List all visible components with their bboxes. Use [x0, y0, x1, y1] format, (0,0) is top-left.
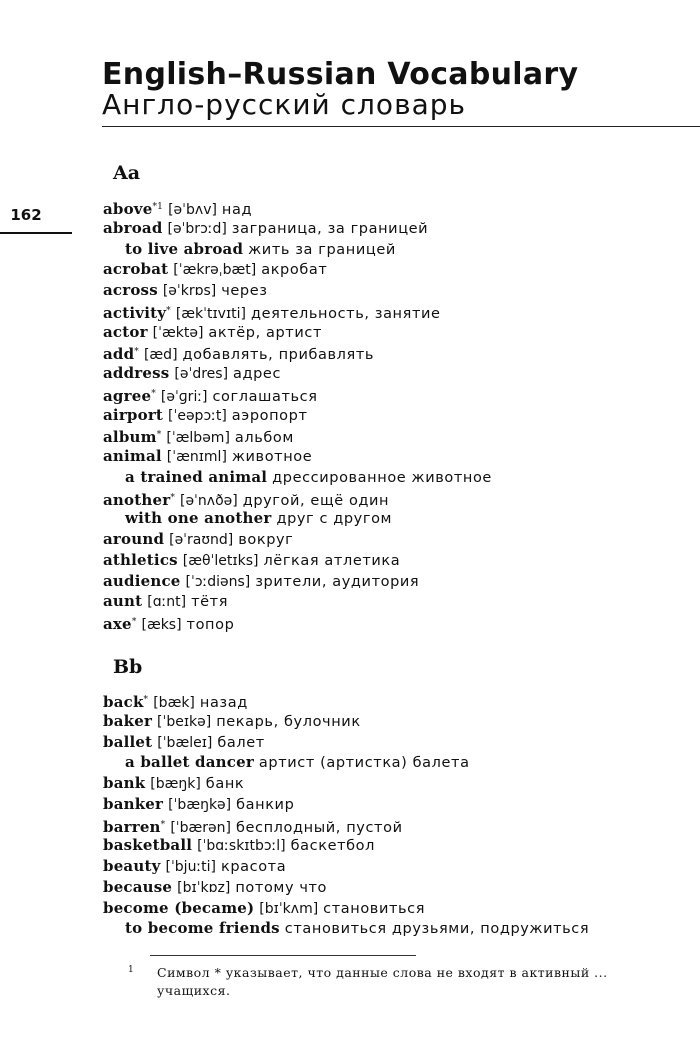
entry-headword: to become friends	[125, 919, 280, 938]
vocabulary-phrase	[103, 918, 693, 939]
entry-headword: to live abroad	[125, 239, 244, 258]
entry-mark: *	[131, 617, 137, 627]
entry-transcription: [ˈbɑːskɪtbɔːl]	[197, 838, 286, 855]
entry-transcription: [ˈɔːdiəns]	[185, 573, 251, 590]
entry-translation: назад	[199, 695, 248, 711]
entry-transcription: [əˈdres]	[174, 366, 229, 382]
entry-translation: бесплодный, пустой	[235, 819, 403, 836]
entry-translation: потому что	[235, 879, 328, 896]
entry-mark: *	[166, 305, 171, 316]
entry-headword: actor	[103, 322, 148, 341]
entry-headword: agree	[103, 386, 152, 405]
vocabulary-entry	[103, 529, 693, 550]
entry-headword: ballet	[103, 732, 153, 751]
entry-headword: another	[103, 490, 171, 509]
entry-transcription: [bɪˈkʌm]	[259, 900, 319, 917]
vocabulary-entry	[103, 571, 693, 592]
vocabulary-entry	[103, 322, 693, 343]
vocabulary-entry	[103, 732, 693, 753]
entry-headword: above	[103, 200, 153, 218]
entry-headword: audience	[103, 571, 181, 590]
entry-translation: лёгкая атлетика	[263, 552, 401, 569]
entry-transcription: [ˈælbəm]	[166, 430, 230, 447]
vocabulary-entry	[103, 342, 693, 363]
entry-headword: aunt	[103, 592, 143, 611]
entry-headword: become (became)	[103, 898, 255, 917]
entry-headword: abroad	[103, 218, 163, 237]
entry-transcription: [ˈeəpɔːt]	[168, 407, 227, 424]
entry-transcription: [ˈbæleɪ]	[157, 734, 213, 751]
entry-translation: зрители, аудитория	[255, 573, 420, 590]
entry-translation: пекарь, булочник	[216, 713, 361, 730]
vocabulary-entry	[103, 259, 693, 280]
vocabulary-title-russian: Англо-русский словарь	[102, 88, 466, 121]
vocabulary-phrase	[103, 508, 693, 529]
title-divider	[102, 126, 700, 127]
section-heading-a: Aa	[113, 162, 141, 184]
entry-transcription: [əˈnʌðə]	[179, 492, 238, 509]
entry-translation: жить за границей	[248, 241, 396, 258]
vocabulary-title-english: English–Russian Vocabulary	[102, 57, 579, 92]
entry-transcription: [æθˈletɪks]	[182, 552, 259, 569]
entry-transcription: [æks]	[141, 617, 182, 633]
section-a-entries	[103, 197, 693, 633]
vocabulary-entry	[103, 384, 693, 405]
entry-mark: *	[160, 819, 166, 830]
entry-translation: дрессированное животное	[272, 469, 492, 486]
entry-translation: вокруг	[238, 532, 294, 548]
vocabulary-entry	[103, 690, 693, 711]
entry-transcription: [ˈæktə]	[152, 324, 204, 341]
vocabulary-entry	[103, 835, 693, 856]
vocabulary-phrase	[103, 467, 693, 488]
entry-headword: baker	[103, 711, 153, 730]
entry-mark: *	[151, 388, 156, 399]
entry-translation: через	[221, 283, 268, 299]
vocabulary-entry	[103, 591, 693, 612]
entry-transcription: [bæŋk]	[150, 776, 201, 792]
entry-transcription: [ˈbæŋkə]	[168, 796, 232, 813]
entry-headword: athletics	[103, 550, 178, 569]
entry-mark: *	[170, 492, 176, 503]
vocabulary-entry	[103, 280, 693, 301]
entry-headword: across	[103, 281, 158, 299]
entry-translation: другой, ещё один	[242, 492, 390, 509]
section-b-entries	[103, 690, 693, 939]
footnote-text: Символ * указывает, что данные слова не входят в активный ... учащихся.	[157, 965, 608, 998]
entry-translation: заграница, за границей	[231, 220, 429, 237]
entry-headword: because	[103, 877, 173, 896]
vocabulary-phrase	[103, 239, 693, 260]
vocabulary-entry	[103, 711, 693, 732]
entry-headword: a trained animal	[125, 467, 268, 486]
entry-translation: акробат	[261, 262, 328, 279]
entry-mark: *	[156, 430, 162, 441]
entry-transcription: [ˈækrəˌbæt]	[173, 262, 257, 279]
entry-headword: a ballet dancer	[125, 753, 254, 772]
entry-headword: address	[103, 364, 170, 382]
entry-headword: around	[103, 530, 165, 548]
vocabulary-entry	[103, 218, 693, 239]
vocabulary-entry	[103, 301, 693, 322]
entry-translation: балет	[217, 734, 265, 751]
entry-mark: *1	[152, 202, 164, 212]
entry-transcription: [əˈbrɔːd]	[167, 220, 227, 237]
entry-transcription: [bæk]	[153, 695, 195, 711]
entry-headword: airport	[103, 405, 164, 424]
entry-translation: актёр, артист	[208, 324, 322, 341]
entry-translation: альбом	[234, 430, 294, 447]
entry-translation: банк	[205, 776, 245, 792]
entry-translation: адрес	[233, 366, 282, 382]
entry-mark: *	[143, 695, 149, 705]
entry-headword: with one another	[125, 509, 272, 528]
vocabulary-entry	[103, 612, 693, 633]
entry-headword: add	[103, 345, 135, 364]
entry-headword: axe	[103, 615, 132, 633]
vocabulary-entry	[103, 877, 693, 898]
footnote-mark: 1	[128, 965, 135, 975]
entry-headword: animal	[103, 447, 162, 465]
entry-transcription: [ˈænɪml]	[166, 449, 227, 465]
vocabulary-entry	[103, 446, 693, 467]
vocabulary-entry	[103, 856, 693, 877]
entry-translation: топор	[186, 617, 235, 633]
entry-translation: аэропорт	[231, 407, 308, 424]
entry-headword: bank	[103, 774, 146, 792]
vocabulary-entry	[103, 773, 693, 794]
entry-translation: друг с другом	[276, 511, 393, 528]
vocabulary-entry	[103, 363, 693, 384]
entry-headword: basketball	[103, 836, 193, 855]
entry-headword: activity	[103, 303, 167, 322]
vocabulary-entry	[103, 405, 693, 426]
entry-headword: beauty	[103, 857, 161, 875]
entry-translation: соглашаться	[212, 388, 318, 405]
vocabulary-entry	[103, 488, 693, 509]
entry-mark: *	[134, 347, 139, 358]
vocabulary-phrase	[103, 752, 693, 773]
entry-translation: становиться друзьями, подружиться	[284, 921, 590, 938]
section-heading-b: Bb	[113, 656, 143, 678]
vocabulary-entry	[103, 197, 693, 218]
entry-transcription: [ɑːnt]	[147, 594, 187, 611]
footnote	[130, 964, 675, 1000]
vocabulary-entry	[103, 425, 693, 446]
vocabulary-entry	[103, 898, 693, 919]
entry-translation: тётя	[191, 594, 229, 611]
entry-transcription: [ˈbærən]	[170, 819, 231, 836]
entry-headword: back	[103, 693, 144, 711]
entry-translation: баскетбол	[290, 838, 376, 855]
page-number: 162	[10, 206, 42, 224]
entry-transcription: [bɪˈkɒz]	[177, 879, 231, 896]
entry-translation: становиться	[323, 900, 426, 917]
entry-transcription: [ˈbjuːti]	[165, 859, 217, 875]
entry-headword: banker	[103, 794, 164, 813]
entry-headword: album	[103, 428, 157, 447]
entry-headword: barren	[103, 817, 161, 836]
entry-transcription: [əˈɡriː]	[160, 388, 208, 405]
entry-translation: деятельность, занятие	[250, 305, 441, 322]
entry-transcription: [ˈbeɪkə]	[157, 713, 212, 730]
entry-translation: банкир	[236, 796, 295, 813]
page-number-rule	[0, 232, 72, 234]
entry-headword: acrobat	[103, 260, 169, 279]
entry-translation: над	[221, 202, 253, 218]
entry-transcription: [ækˈtɪvɪti]	[175, 305, 246, 322]
vocabulary-entry	[103, 550, 693, 571]
entry-translation: добавлять, прибавлять	[182, 347, 375, 364]
entry-transcription: [əˈbʌv]	[168, 202, 217, 218]
vocabulary-entry	[103, 815, 693, 836]
vocabulary-entry	[103, 794, 693, 815]
entry-translation: артист (артистка) балета	[258, 755, 470, 772]
entry-transcription: [əˈkrɒs]	[162, 283, 217, 299]
entry-translation: красота	[220, 859, 287, 875]
entry-transcription: [əˈraʊnd]	[169, 532, 234, 548]
footnote-divider	[150, 955, 416, 956]
entry-translation: животное	[231, 449, 313, 465]
entry-transcription: [æd]	[143, 347, 178, 364]
